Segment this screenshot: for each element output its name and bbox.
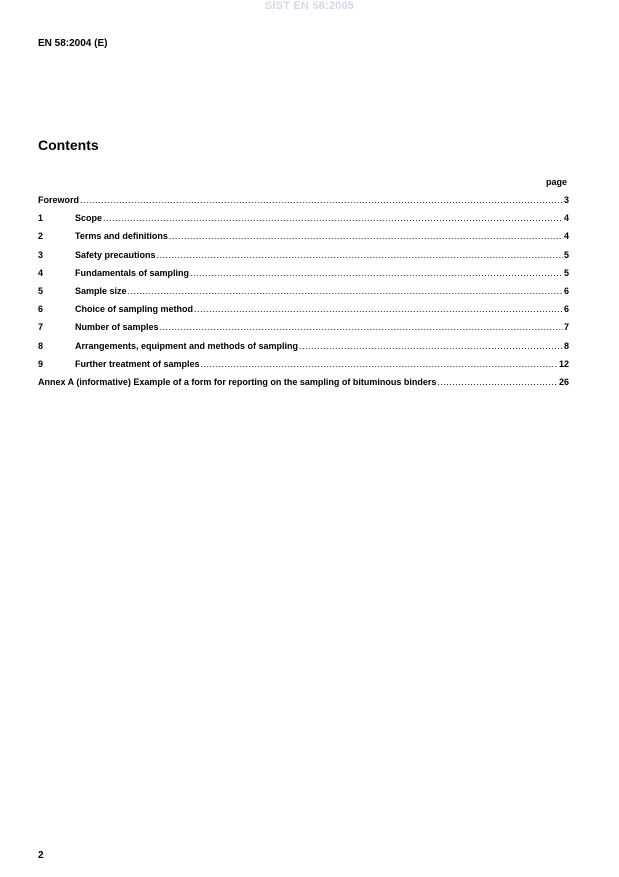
toc-dot-leader [194,304,563,314]
toc-entry-page: 5 [563,267,569,278]
toc-entry-page: 4 [563,231,569,242]
toc-entry-title: Number of samples [75,322,159,333]
toc-entry-title: Terms and definitions [75,231,168,242]
toc-entry-number: 2 [38,231,44,242]
toc-dot-leader [157,250,563,260]
toc-entry-title: Foreword [38,195,80,205]
toc-entry-title: Safety precautions [75,249,156,260]
toc-entry-page: 6 [563,304,569,315]
page-number: 2 [38,850,44,861]
toc-dot-leader [437,377,558,387]
watermark: SIST EN 58:2005 [264,0,355,12]
toc-entry-safety[interactable] [38,250,569,268]
toc-dot-leader [160,322,563,332]
toc-entry-terms[interactable] [38,231,569,249]
toc-entry-number: 9 [38,358,44,369]
toc-entry-title: Annex A (informative) Example of a form for reporting on the sampling of bituminous binders [38,376,437,387]
toc-dot-leader [128,286,563,296]
toc-entry-sample-size[interactable] [38,286,569,304]
toc-entry-choice-method[interactable] [38,304,569,322]
contents-heading: Contents [38,137,99,153]
toc-entry-number: 3 [38,249,44,260]
toc-entry-foreword[interactable] [38,195,569,213]
toc-entry-page: 5 [563,249,569,260]
toc-entry-title: Fundamentals of sampling [75,267,190,278]
toc-entry-title: Arrangements, equipment and methods of sampling [75,340,299,351]
toc-entry-title: Scope [75,213,103,224]
toc-entry-number: 7 [38,322,44,333]
toc-entry-title: Choice of sampling method [75,304,194,315]
toc-entry-number-samples[interactable] [38,322,569,340]
toc-dot-leader [80,195,563,205]
toc-entry-scope[interactable] [38,213,569,231]
toc-entry-number: 1 [38,213,44,224]
toc-entry-page: 12 [558,358,569,369]
toc-entry-page: 6 [563,285,569,296]
toc-entry-further-treatment[interactable] [38,359,569,377]
toc-entry-title: Sample size [75,285,127,296]
toc-entry-page: 3 [563,195,569,205]
toc-entry-page: 8 [563,340,569,351]
toc-entry-title: Further treatment of samples [75,358,200,369]
toc-entry-number: 4 [38,267,44,278]
toc-entry-page: 7 [563,322,569,333]
toc-entry-page: 4 [563,213,569,224]
toc-dot-leader [103,213,563,223]
toc-dot-leader [201,359,558,369]
toc-dot-leader [299,341,563,351]
page-column-label: page [545,177,567,187]
toc-entry-annex-a[interactable] [38,377,569,395]
toc-entry-number: 8 [38,340,44,351]
toc-entry-number: 5 [38,285,44,296]
toc-dot-leader [169,231,563,241]
toc-entry-page: 26 [558,376,569,387]
document-id: EN 58:2004 (E) [38,38,108,49]
toc-entry-fundamentals[interactable] [38,268,569,286]
toc-dot-leader [190,268,563,278]
toc-entry-number: 6 [38,304,44,315]
toc-entry-arrangements[interactable] [38,341,569,359]
table-of-contents [38,195,569,395]
